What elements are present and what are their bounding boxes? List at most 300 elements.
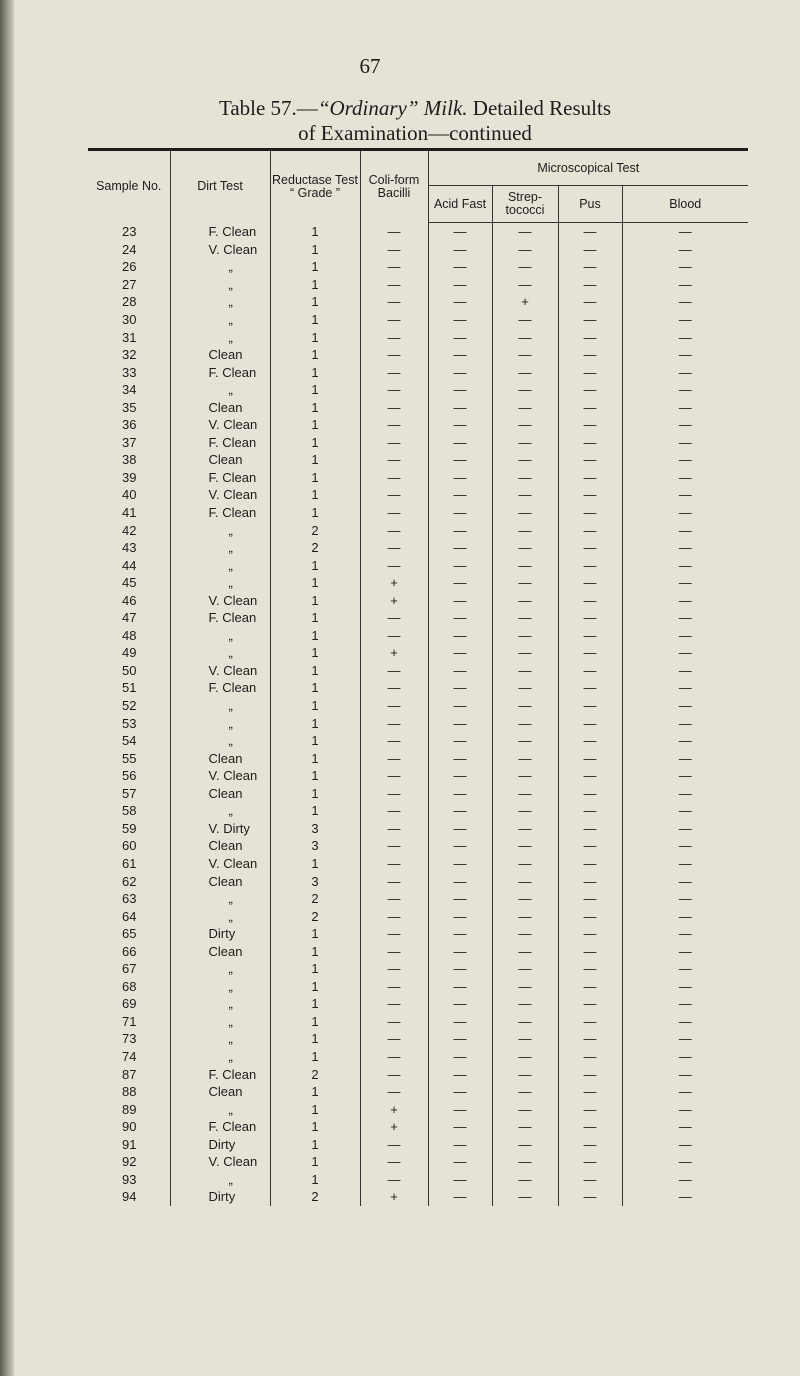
table-row	[88, 714, 748, 732]
coliform-cell: +	[360, 1100, 428, 1118]
pus-cell: —	[558, 591, 622, 609]
blood-cell: —	[622, 1153, 748, 1171]
coliform-cell: —	[360, 1048, 428, 1066]
coliform-cell: —	[360, 767, 428, 785]
blood-cell: —	[622, 1171, 748, 1189]
sample-number-cell: 43	[122, 540, 137, 556]
acid-fast-cell: —	[428, 942, 492, 960]
streptococci-cell: —	[492, 802, 558, 820]
reductase-grade-cell: 1	[270, 504, 360, 522]
dirt-test-cell: „	[170, 311, 270, 329]
acid-fast-cell: —	[428, 311, 492, 329]
dirt-test-cell: „	[170, 978, 270, 996]
dirt-test-cell: „	[170, 1013, 270, 1031]
pus-cell: —	[558, 363, 622, 381]
pus-cell: —	[558, 381, 622, 399]
blood-cell: —	[622, 732, 748, 750]
acid-fast-cell: —	[428, 1065, 492, 1083]
reductase-grade-cell: 2	[270, 521, 360, 539]
streptococci-cell: —	[492, 1135, 558, 1153]
streptococci-cell: —	[492, 398, 558, 416]
sample-number-cell: 53	[122, 715, 137, 731]
pus-cell: —	[558, 855, 622, 873]
pus-cell: —	[558, 995, 622, 1013]
sample-number-cell: 49	[122, 645, 137, 661]
pus-cell: —	[558, 574, 622, 592]
pus-cell: —	[558, 1118, 622, 1136]
acid-fast-cell: —	[428, 258, 492, 276]
streptococci-cell: —	[492, 241, 558, 259]
table-row	[88, 767, 748, 785]
coliform-cell: —	[360, 749, 428, 767]
streptococci-cell: —	[492, 434, 558, 452]
blood-cell: —	[622, 662, 748, 680]
coliform-cell: —	[360, 872, 428, 890]
streptococci-cell: —	[492, 942, 558, 960]
acid-fast-cell: —	[428, 1188, 492, 1206]
coliform-cell: —	[360, 486, 428, 504]
coliform-cell: —	[360, 679, 428, 697]
sample-number-cell: 30	[122, 312, 137, 327]
streptococci-cell: —	[492, 328, 558, 346]
table-row	[88, 311, 748, 329]
pus-cell: —	[558, 293, 622, 311]
streptococci-cell: —	[492, 820, 558, 838]
pus-cell: —	[558, 276, 622, 294]
sample-number-cell: 58	[122, 803, 137, 819]
table-row	[88, 1171, 748, 1189]
sample-number-cell: 26	[122, 259, 137, 275]
reductase-grade-cell: 1	[270, 328, 360, 346]
dirt-test-cell: „	[170, 1100, 270, 1118]
acid-fast-cell: —	[428, 1118, 492, 1136]
table-row	[88, 785, 748, 803]
table-row	[88, 328, 748, 346]
streptococci-cell: —	[492, 785, 558, 803]
table-row	[88, 644, 748, 662]
reductase-grade-cell: 1	[270, 416, 360, 434]
blood-cell: —	[622, 416, 748, 434]
pus-cell: —	[558, 1065, 622, 1083]
blood-cell: —	[622, 960, 748, 978]
coliform-cell: —	[360, 609, 428, 627]
streptococci-cell: —	[492, 749, 558, 767]
acid-fast-cell: —	[428, 381, 492, 399]
streptococci-cell: —	[492, 679, 558, 697]
pus-cell: —	[558, 1171, 622, 1189]
dirt-test-cell: V. Clean	[170, 1153, 270, 1171]
table-row	[88, 890, 748, 908]
reductase-grade-cell: 1	[270, 1100, 360, 1118]
acid-fast-cell: —	[428, 328, 492, 346]
acid-fast-cell: —	[428, 714, 492, 732]
sample-number-cell: 67	[122, 961, 137, 977]
table-row	[88, 591, 748, 609]
acid-fast-cell: —	[428, 837, 492, 855]
blood-cell: —	[622, 785, 748, 803]
reductase-grade-cell: 2	[270, 907, 360, 925]
coliform-cell: +	[360, 1188, 428, 1206]
coliform-cell: —	[360, 785, 428, 803]
streptococci-cell: —	[492, 1171, 558, 1189]
blood-cell: —	[622, 258, 748, 276]
sample-number-cell: 27	[122, 276, 137, 292]
table-row	[88, 539, 748, 557]
streptococci-cell: —	[492, 627, 558, 645]
sample-number-cell: 60	[122, 838, 137, 854]
title-prefix: Table 57.—	[218, 96, 318, 120]
streptococci-cell: —	[492, 258, 558, 276]
pus-cell: —	[558, 714, 622, 732]
table-row	[88, 258, 748, 276]
page-number: 67	[359, 54, 381, 78]
table-row	[88, 609, 748, 627]
streptococci-cell: —	[492, 521, 558, 539]
blood-cell: —	[622, 627, 748, 645]
blood-cell: —	[622, 328, 748, 346]
streptococci-cell: —	[492, 644, 558, 662]
coliform-cell: —	[360, 732, 428, 750]
acid-fast-cell: —	[428, 749, 492, 767]
title-italic: “Ordinary” Milk.	[317, 96, 468, 120]
table-row	[88, 679, 748, 697]
sample-number-cell: 33	[122, 364, 137, 380]
pus-cell: —	[558, 767, 622, 785]
blood-cell: —	[622, 591, 748, 609]
table-row	[88, 276, 748, 294]
dirt-test-cell: „	[170, 258, 270, 276]
dirt-test-cell: F. Clean	[170, 1118, 270, 1136]
acid-fast-cell: —	[428, 1048, 492, 1066]
pus-cell: —	[558, 679, 622, 697]
streptococci-cell: —	[492, 767, 558, 785]
header-blood: Blood	[622, 186, 748, 223]
table-row	[88, 820, 748, 838]
blood-cell: —	[622, 1188, 748, 1206]
reductase-grade-cell: 1	[270, 346, 360, 364]
table-row	[88, 925, 748, 943]
acid-fast-cell: —	[428, 591, 492, 609]
header-acid-fast: Acid Fast	[428, 186, 492, 223]
streptococci-cell: —	[492, 872, 558, 890]
coliform-cell: —	[360, 398, 428, 416]
acid-fast-cell: —	[428, 609, 492, 627]
dirt-test-cell: V. Clean	[170, 767, 270, 785]
reductase-grade-cell: 1	[270, 1118, 360, 1136]
coliform-cell: —	[360, 820, 428, 838]
sample-number-cell: 37	[122, 434, 137, 450]
dirt-test-cell: „	[170, 539, 270, 557]
dirt-test-cell: Clean	[170, 398, 270, 416]
sample-number-cell: 71	[122, 1013, 137, 1029]
acid-fast-cell: —	[428, 890, 492, 908]
reductase-grade-cell: 1	[270, 574, 360, 592]
coliform-cell: —	[360, 276, 428, 294]
sample-number-cell: 73	[122, 1031, 137, 1047]
acid-fast-cell: —	[428, 820, 492, 838]
dirt-test-cell: Clean	[170, 785, 270, 803]
sample-number-cell: 54	[122, 733, 137, 749]
pus-cell: —	[558, 627, 622, 645]
sample-number-cell: 91	[122, 1136, 137, 1152]
dirt-test-cell: V. Clean	[170, 241, 270, 259]
dirt-test-cell: „	[170, 890, 270, 908]
dirt-test-cell: „	[170, 960, 270, 978]
reductase-grade-cell: 1	[270, 241, 360, 259]
sample-number-cell: 41	[122, 505, 137, 521]
reductase-grade-cell: 2	[270, 539, 360, 557]
dirt-test-cell: F. Clean	[170, 1065, 270, 1083]
coliform-cell: —	[360, 890, 428, 908]
reductase-grade-cell: 1	[270, 591, 360, 609]
reductase-grade-cell: 1	[270, 732, 360, 750]
coliform-cell: +	[360, 591, 428, 609]
pus-cell: —	[558, 1135, 622, 1153]
streptococci-cell: —	[492, 416, 558, 434]
coliform-cell: —	[360, 434, 428, 452]
dirt-test-cell: F. Clean	[170, 504, 270, 522]
pus-cell: —	[558, 416, 622, 434]
coliform-cell: —	[360, 1065, 428, 1083]
dirt-test-cell: F. Clean	[170, 679, 270, 697]
streptococci-cell: —	[492, 591, 558, 609]
blood-cell: —	[622, 363, 748, 381]
coliform-cell: —	[360, 241, 428, 259]
sample-number-cell: 28	[122, 294, 137, 310]
table-row	[88, 1153, 748, 1171]
reductase-grade-cell: 1	[270, 223, 360, 241]
blood-cell: —	[622, 504, 748, 522]
dirt-test-cell: „	[170, 574, 270, 592]
coliform-cell: —	[360, 1135, 428, 1153]
pus-cell: —	[558, 749, 622, 767]
sample-number-cell: 57	[122, 785, 137, 801]
streptococci-cell: —	[492, 907, 558, 925]
table-row	[88, 434, 748, 452]
reductase-grade-cell: 3	[270, 837, 360, 855]
dirt-test-cell: Dirty	[170, 925, 270, 943]
coliform-cell: —	[360, 925, 428, 943]
acid-fast-cell: —	[428, 1171, 492, 1189]
dirt-test-cell: Dirty	[170, 1188, 270, 1206]
blood-cell: —	[622, 749, 748, 767]
table-row	[88, 1083, 748, 1101]
pus-cell: —	[558, 820, 622, 838]
blood-cell: —	[622, 1135, 748, 1153]
streptococci-cell: —	[492, 890, 558, 908]
streptococci-cell: —	[492, 574, 558, 592]
coliform-cell: —	[360, 697, 428, 715]
coliform-cell: —	[360, 258, 428, 276]
streptococci-cell: —	[492, 995, 558, 1013]
coliform-cell: —	[360, 1013, 428, 1031]
dirt-test-cell: V. Clean	[170, 416, 270, 434]
table-row	[88, 627, 748, 645]
pus-cell: —	[558, 1013, 622, 1031]
coliform-cell: +	[360, 574, 428, 592]
blood-cell: —	[622, 855, 748, 873]
blood-cell: —	[622, 521, 748, 539]
blood-cell: —	[622, 556, 748, 574]
acid-fast-cell: —	[428, 1135, 492, 1153]
reductase-grade-cell: 1	[270, 1153, 360, 1171]
reductase-grade-cell: 1	[270, 293, 360, 311]
header-reductase: Reductase Test “ Grade ”	[270, 151, 360, 223]
coliform-cell: —	[360, 627, 428, 645]
reductase-grade-cell: 1	[270, 1135, 360, 1153]
coliform-cell: —	[360, 1083, 428, 1101]
reductase-grade-cell: 1	[270, 276, 360, 294]
streptococci-cell: —	[492, 1188, 558, 1206]
reductase-grade-cell: 1	[270, 802, 360, 820]
sample-number-cell: 68	[122, 978, 137, 994]
dirt-test-cell: „	[170, 802, 270, 820]
dirt-test-cell: „	[170, 1171, 270, 1189]
table-row	[88, 960, 748, 978]
pus-cell: —	[558, 223, 622, 241]
header-streptococci: Strep-tococci	[492, 186, 558, 223]
pus-cell: —	[558, 978, 622, 996]
acid-fast-cell: —	[428, 556, 492, 574]
dirt-test-cell: F. Clean	[170, 363, 270, 381]
pus-cell: —	[558, 697, 622, 715]
reductase-grade-cell: 1	[270, 609, 360, 627]
dirt-test-cell: V. Clean	[170, 591, 270, 609]
dirt-test-cell: Clean	[170, 346, 270, 364]
table-row	[88, 1135, 748, 1153]
reductase-grade-cell: 1	[270, 1171, 360, 1189]
sample-number-cell: 23	[122, 224, 137, 240]
dirt-test-cell: „	[170, 521, 270, 539]
table-row	[88, 1118, 748, 1136]
streptococci-cell: —	[492, 486, 558, 504]
table-row	[88, 241, 748, 259]
dirt-test-cell: „	[170, 328, 270, 346]
coliform-cell: +	[360, 1118, 428, 1136]
reductase-grade-cell: 1	[270, 1083, 360, 1101]
dirt-test-cell: F. Clean	[170, 469, 270, 487]
sample-number-cell: 74	[122, 1048, 137, 1064]
header-pus: Pus	[558, 186, 622, 223]
pus-cell: —	[558, 1100, 622, 1118]
acid-fast-cell: —	[428, 574, 492, 592]
reductase-grade-cell: 2	[270, 890, 360, 908]
streptococci-cell: —	[492, 662, 558, 680]
acid-fast-cell: —	[428, 697, 492, 715]
acid-fast-cell: —	[428, 1013, 492, 1031]
blood-cell: —	[622, 241, 748, 259]
blood-cell: —	[622, 1100, 748, 1118]
coliform-cell: —	[360, 960, 428, 978]
streptococci-cell: —	[492, 1118, 558, 1136]
streptococci-cell: —	[492, 1065, 558, 1083]
blood-cell: —	[622, 978, 748, 996]
table-row	[88, 223, 748, 241]
coliform-cell: —	[360, 293, 428, 311]
blood-cell: —	[622, 609, 748, 627]
table-row	[88, 346, 748, 364]
title-suffix: Detailed Results	[467, 96, 612, 120]
sample-number-cell: 56	[122, 768, 137, 784]
dirt-test-cell: „	[170, 381, 270, 399]
dirt-test-cell: Clean	[170, 837, 270, 855]
dirt-test-cell: Clean	[170, 749, 270, 767]
acid-fast-cell: —	[428, 223, 492, 241]
blood-cell: —	[622, 223, 748, 241]
dirt-test-cell: „	[170, 556, 270, 574]
coliform-cell: —	[360, 802, 428, 820]
blood-cell: —	[622, 539, 748, 557]
streptococci-cell: —	[492, 346, 558, 364]
blood-cell: —	[622, 293, 748, 311]
coliform-cell: —	[360, 855, 428, 873]
blood-cell: —	[622, 451, 748, 469]
reductase-grade-cell: 1	[270, 381, 360, 399]
streptococci-cell: —	[492, 1048, 558, 1066]
streptococci-cell: —	[492, 381, 558, 399]
blood-cell: —	[622, 697, 748, 715]
table-row	[88, 1013, 748, 1031]
pus-cell: —	[558, 644, 622, 662]
table-row	[88, 1188, 748, 1206]
acid-fast-cell: —	[428, 416, 492, 434]
dirt-test-cell: Dirty	[170, 1135, 270, 1153]
acid-fast-cell: —	[428, 767, 492, 785]
table-row	[88, 398, 748, 416]
blood-cell: —	[622, 907, 748, 925]
table-row	[88, 942, 748, 960]
sample-number-cell: 44	[122, 557, 137, 573]
reductase-grade-cell: 1	[270, 556, 360, 574]
blood-cell: —	[622, 802, 748, 820]
table-row	[88, 486, 748, 504]
sample-number-cell: 39	[122, 469, 137, 485]
sample-number-cell: 24	[122, 241, 137, 257]
sample-number-cell: 36	[122, 417, 137, 433]
streptococci-cell: —	[492, 311, 558, 329]
sample-number-cell: 90	[122, 1119, 137, 1135]
acid-fast-cell: —	[428, 1083, 492, 1101]
table-body	[88, 223, 748, 1206]
pus-cell: —	[558, 907, 622, 925]
pus-cell: —	[558, 241, 622, 259]
table-row	[88, 1048, 748, 1066]
blood-cell: —	[622, 1030, 748, 1048]
table-row	[88, 837, 748, 855]
blood-cell: —	[622, 398, 748, 416]
pus-cell: —	[558, 732, 622, 750]
acid-fast-cell: —	[428, 241, 492, 259]
header-microscopical: Microscopical Test	[428, 151, 748, 186]
sample-number-cell: 31	[122, 329, 137, 345]
sample-number-cell: 45	[122, 575, 137, 591]
reductase-grade-cell: 3	[270, 820, 360, 838]
coliform-cell: —	[360, 328, 428, 346]
dirt-test-cell: „	[170, 293, 270, 311]
blood-cell: —	[622, 925, 748, 943]
blood-cell: —	[622, 381, 748, 399]
table-row	[88, 978, 748, 996]
pus-cell: —	[558, 890, 622, 908]
dirt-test-cell: V. Dirty	[170, 820, 270, 838]
acid-fast-cell: —	[428, 978, 492, 996]
reductase-grade-cell: 1	[270, 960, 360, 978]
reductase-grade-cell: 1	[270, 434, 360, 452]
reductase-grade-cell: 1	[270, 644, 360, 662]
dirt-test-cell: „	[170, 1048, 270, 1066]
blood-cell: —	[622, 434, 748, 452]
acid-fast-cell: —	[428, 276, 492, 294]
